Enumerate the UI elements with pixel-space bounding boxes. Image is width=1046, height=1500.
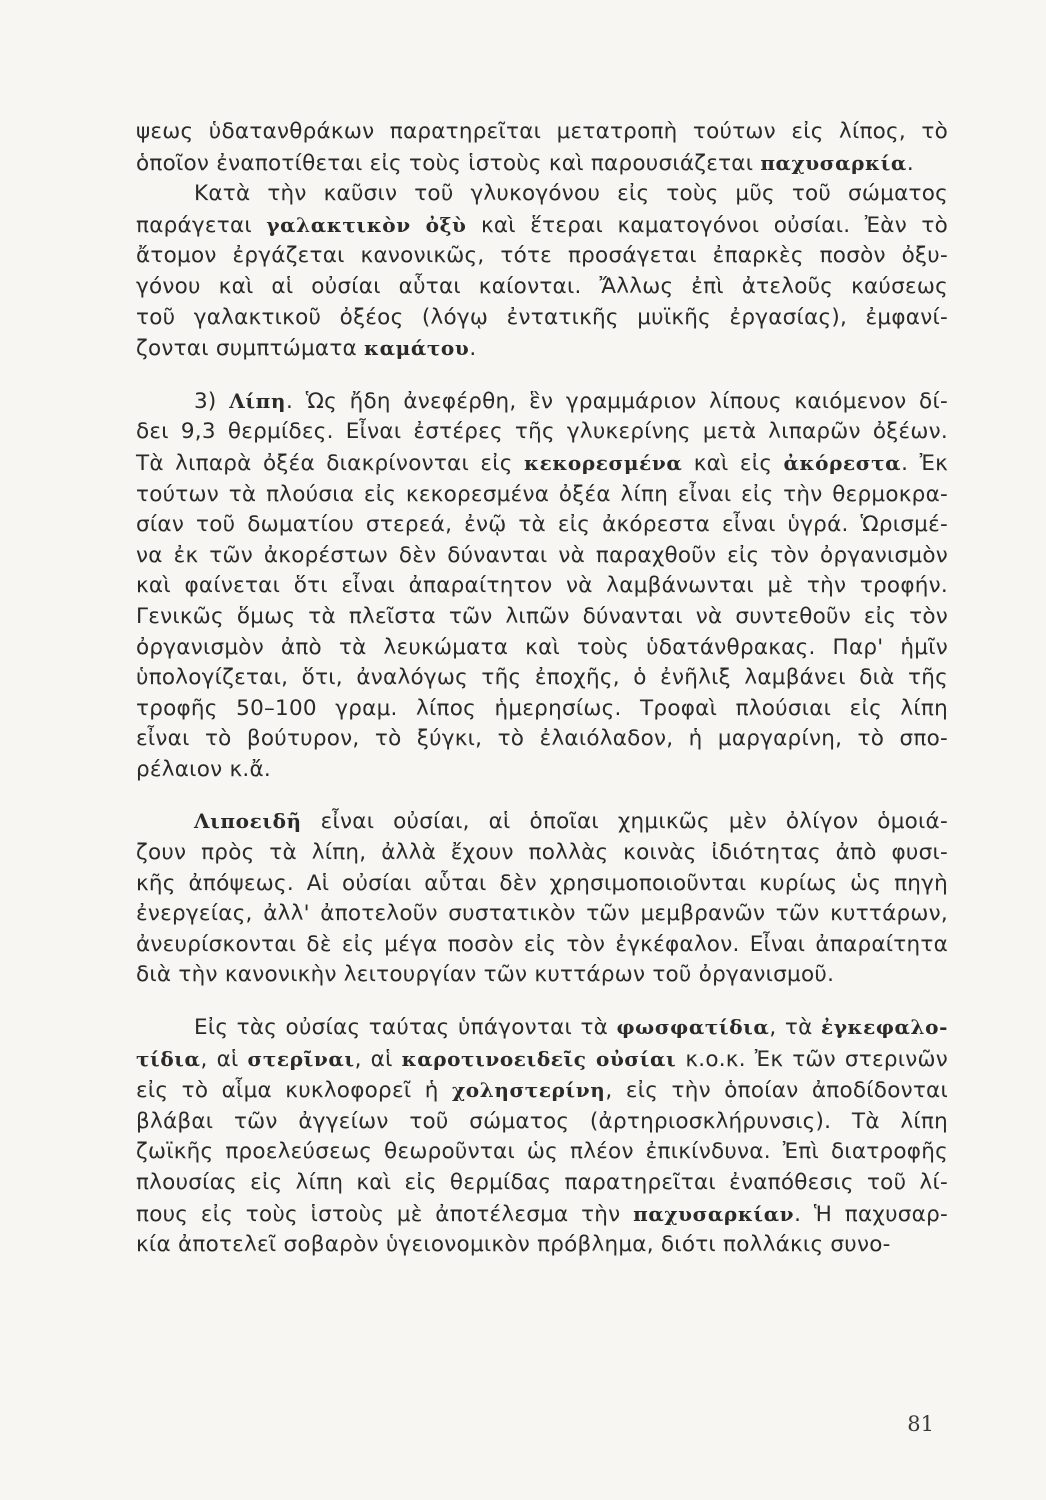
- bold-term: Λιποειδῆ: [194, 809, 302, 834]
- text-run: ρέλαιον κ.ἄ.: [136, 756, 271, 782]
- bold-term: φωσφατίδια: [616, 1015, 770, 1040]
- page-number: 81: [907, 1412, 934, 1436]
- text-run: τούτων τὰ πλούσια εἰς κεκορεσμένα ὀξέα λίπη εἶναι εἰς τὴν θερμοκρα-: [136, 481, 948, 507]
- text-run: ὑπολογίζεται, ὅτι, ἀναλόγως τῆς ἐποχῆς, ὁ ἐνῆλιξ λαμβάνει διὰ τῆς: [136, 665, 948, 691]
- text-line: [136, 694, 948, 725]
- bold-term: ἀκόρεστα: [783, 450, 902, 475]
- text-line: [136, 1012, 948, 1044]
- text-run: κ.ο.κ. Ἐκ τῶν στερινῶν: [676, 1046, 949, 1072]
- text-line: [136, 899, 948, 930]
- bold-term: Λίπη: [229, 388, 286, 413]
- text-run: ἄτομον ἐργάζεται κανονικῶς, τότε προσάγεται ἐπαρκὲς ποσὸν ὀξυ-: [136, 243, 948, 269]
- text-line: [136, 960, 948, 991]
- text-line: [136, 386, 948, 418]
- text-line: [136, 663, 948, 694]
- text-line: [136, 272, 948, 303]
- text-line: [136, 541, 948, 572]
- text-run: πλουσίας εἰς λίπη καὶ εἰς θερμίδας παρατηρεῖται ἐναπόθεσις τοῦ λί-: [136, 1170, 948, 1195]
- text-line: [136, 179, 948, 210]
- paragraph: [136, 179, 948, 365]
- text-run: τοῦ γαλακτικοῦ ὀξέος (λόγῳ ἐντατικῆς μυϊκῆς ἐργασίας), ἐμφανί-: [136, 304, 948, 330]
- text-line: [136, 724, 948, 755]
- text-line: [136, 571, 948, 602]
- text-run: .: [469, 336, 477, 362]
- text-run: , αἱ: [354, 1046, 402, 1072]
- text-run: πους εἰς τοὺς ἱστοὺς μὲ ἀποτέλεσμα τὴν: [136, 1201, 634, 1227]
- bold-term: γαλακτικὸν ὀξὺ: [266, 212, 467, 237]
- text-run: σίαν τοῦ δωματίου στερεά, ἐνῷ τὰ εἰς ἀκόρεστα εἶναι ὑγρά. Ὡρισμέ-: [136, 512, 948, 538]
- text-line: [136, 930, 948, 961]
- text-run: 3): [194, 388, 230, 414]
- text-line: [136, 448, 948, 480]
- text-run: να ἐκ τῶν ἀκορέστων δὲν δύνανται νὰ παραχθοῦν εἰς τὸν ὀργανισμὸν: [136, 542, 948, 568]
- text-run: εἶναι τὸ βούτυρον, τὸ ξύγκι, τὸ ἐλαιόλαδον, ἡ μαργαρίνη, τὸ σπο-: [136, 726, 948, 752]
- text-run: εἰς τὸ αἷμα κυκλοφορεῖ ἡ: [136, 1078, 452, 1104]
- text-run: Τὰ λιπαρὰ ὀξέα διακρίνονται εἰς: [136, 450, 524, 476]
- text-run: κία ἀποτελεῖ σοβαρὸν ὑγειονομικὸν πρόβλημα, διότι πολλάκις συνο-: [136, 1232, 891, 1258]
- text-run: καὶ φαίνεται ὅτι εἶναι ἀπαραίτητον νὰ λαμβάνωνται μὲ τὴν τροφήν.: [136, 573, 948, 599]
- bold-term: ἐγκεφαλο-: [820, 1015, 948, 1040]
- bold-term: καροτινοειδεῖς οὐσίαι: [401, 1046, 677, 1071]
- text-line: [136, 633, 948, 664]
- text-run: ὀργανισμὸν ἀπὸ τὰ λευκώματα καὶ τοὺς ὑδατάνθρακας. Παρ' ἡμῖν: [136, 634, 948, 660]
- text-run: ψεως ὑδατανθράκων παρατηρεῖται μετατροπὴ τούτων εἰς λίπος, τὸ: [136, 119, 948, 144]
- text-run: τροφῆς 50–100 γραμ. λίπος ἡμερησίως. Τροφαὶ πλούσιαι εἰς λίπη: [136, 695, 948, 721]
- text-run: ζουν πρὸς τὰ λίπη, ἀλλὰ ἔχουν πολλὰς κοινὰς ἰδιότητας ἀπὸ φυσι-: [136, 840, 948, 866]
- text-line: [136, 148, 948, 180]
- text-run: καὶ ἕτεραι καματογόνοι οὐσίαι. Ἐὰν τὸ: [466, 212, 949, 238]
- text-line: [136, 210, 948, 242]
- bold-term: κεκορεσμένα: [523, 450, 683, 475]
- bold-term: καμάτου: [364, 336, 470, 361]
- text-line: [136, 1044, 948, 1076]
- text-line: [136, 1137, 948, 1168]
- bold-term: χοληστερίνη: [452, 1078, 606, 1103]
- text-run: ἀνευρίσκονται δὲ εἰς μέγα ποσὸν εἰς τὸν ἐγκέφαλον. Εἶναι ἀπαραίτητα: [136, 931, 948, 957]
- text-run: . Ἐκ: [901, 450, 949, 476]
- bold-term: τίδια: [136, 1046, 201, 1071]
- text-run: εἶναι οὐσίαι, αἱ ὁποῖαι χημικῶς μὲν ὀλίγον ὁμοιά-: [301, 809, 948, 835]
- text-line: [136, 1168, 948, 1199]
- text-run: Κατὰ τὴν καῦσιν τοῦ γλυκογόνου εἰς τοὺς μῦς τοῦ σώματος: [194, 181, 948, 207]
- text-run: ὁποῖον ἐναποτίθεται εἰς τοὺς ἱστοὺς καὶ παρουσιάζεται: [136, 150, 761, 176]
- body-text: [136, 117, 948, 1261]
- bold-term: στερῖναι: [247, 1046, 355, 1071]
- text-line: [136, 117, 948, 148]
- text-run: .: [906, 150, 914, 176]
- text-run: ζωϊκῆς προελεύσεως θεωροῦνται ὡς πλέον ἐπικίνδυνα. Ἐπὶ διατροφῆς: [136, 1139, 948, 1165]
- text-line: [136, 510, 948, 541]
- paragraph: [136, 386, 948, 786]
- text-run: παράγεται: [136, 212, 267, 238]
- text-line: [136, 417, 948, 448]
- text-line: [136, 1230, 948, 1261]
- paragraph: [136, 117, 948, 179]
- text-run: , αἱ: [200, 1046, 248, 1072]
- text-run: καὶ εἰς: [682, 450, 784, 476]
- text-line: [136, 303, 948, 334]
- text-run: ἐνεργείας, ἀλλ' ἀποτελοῦν συστατικὸν τῶν μεμβρανῶν τῶν κυττάρων,: [136, 901, 948, 927]
- text-run: ζονται συμπτώματα: [136, 336, 365, 362]
- text-line: [136, 241, 948, 272]
- text-run: δει 9,3 θερμίδες. Εἶναι ἐστέρες τῆς γλυκερίνης μετὰ λιπαρῶν ὀξέων.: [136, 419, 948, 445]
- text-run: . Ὡς ἤδη ἀνεφέρθη, ἓν γραμμάριον λίπους καιόμενον δί-: [285, 388, 948, 414]
- text-line: [136, 480, 948, 511]
- text-line: [136, 755, 948, 786]
- text-run: διὰ τὴν κανονικὴν λειτουργίαν τῶν κυττάρων τοῦ ὀργανισμοῦ.: [136, 962, 835, 988]
- text-line: [136, 806, 948, 838]
- bold-term: παχυσαρκίαν: [633, 1201, 795, 1226]
- text-line: [136, 333, 948, 365]
- text-run: βλάβαι τῶν ἀγγείων τοῦ σώματος (ἀρτηριοσκλήρυνσις). Τὰ λίπη: [136, 1108, 948, 1134]
- text-run: , εἰς τὴν ὁποίαν ἀποδίδονται: [605, 1078, 948, 1104]
- text-run: Γενικῶς ὅμως τὰ πλεῖστα τῶν λιπῶν δύνανται νὰ συντεθοῦν εἰς τὸν: [136, 603, 948, 629]
- text-line: [136, 1199, 948, 1231]
- paragraph: [136, 1012, 948, 1261]
- paragraph: [136, 806, 948, 991]
- bold-term: παχυσαρκία: [760, 150, 907, 175]
- text-line: [136, 602, 948, 633]
- text-line: [136, 869, 948, 900]
- text-run: γόνου καὶ αἱ οὐσίαι αὗται καίονται. Ἄλλως ἐπὶ ἀτελοῦς καύσεως: [136, 273, 948, 299]
- text-run: κῆς ἀπόψεως. Αἱ οὐσίαι αὗται δὲν χρησιμοποιοῦνται κυρίως ὡς πηγὴ: [136, 870, 948, 896]
- text-line: [136, 1075, 948, 1107]
- text-line: [136, 838, 948, 869]
- text-run: Εἰς τὰς οὐσίας ταύτας ὑπάγονται τὰ: [194, 1015, 617, 1041]
- text-run: , τὰ: [769, 1015, 821, 1041]
- text-line: [136, 1107, 948, 1138]
- text-run: . Ἡ παχυσαρ-: [794, 1201, 948, 1227]
